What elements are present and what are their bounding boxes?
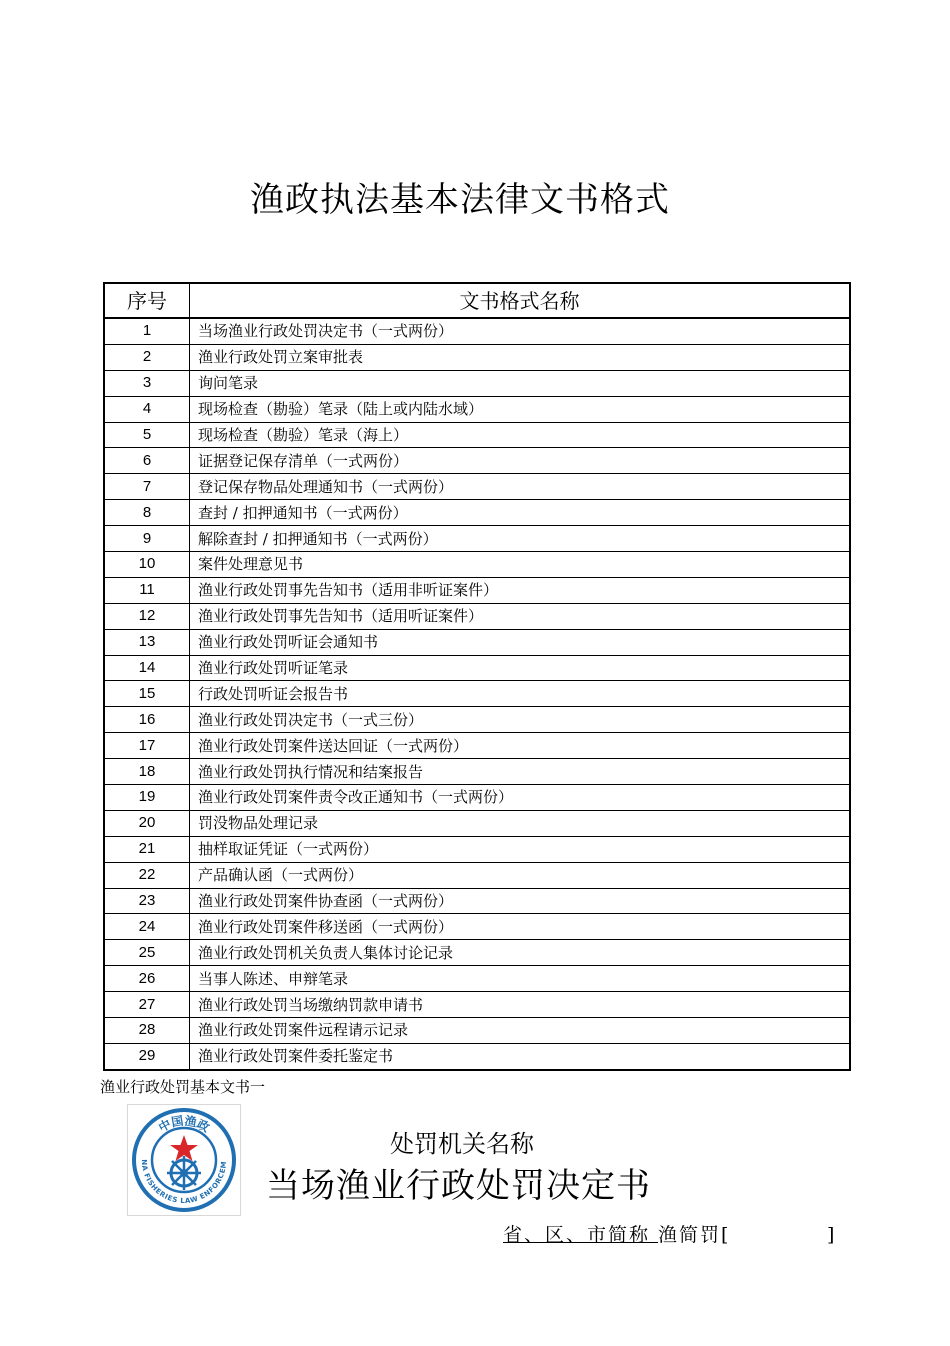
section-label: 渔业行政处罚基本文书一 [100, 1078, 266, 1096]
row-number: 12 [104, 603, 190, 629]
document-number-line [503, 1220, 836, 1247]
table-row [104, 655, 850, 681]
table-row [104, 862, 850, 888]
agency-name: 处罚机关名称 [390, 1130, 534, 1158]
row-document-name: 产品确认函（一式两份） [190, 862, 851, 888]
row-document-name: 当场渔业行政处罚决定书（一式两份） [190, 318, 851, 344]
row-number: 22 [104, 862, 190, 888]
row-document-name: 解除查封 / 扣押通知书（一式两份） [190, 526, 851, 552]
row-document-name: 渔业行政处罚机关负责人集体讨论记录 [190, 940, 851, 966]
table-row [104, 888, 850, 914]
row-document-name: 案件处理意见书 [190, 552, 851, 578]
row-number: 6 [104, 448, 190, 474]
row-document-name: 渔业行政处罚听证笔录 [190, 655, 851, 681]
table-row [104, 810, 850, 836]
row-document-name: 当事人陈述、申辩笔录 [190, 966, 851, 992]
row-number: 15 [104, 681, 190, 707]
row-number: 23 [104, 888, 190, 914]
table-row [104, 992, 850, 1018]
row-document-name: 渔业行政处罚案件送达回证（一式两份） [190, 733, 851, 759]
row-document-name: 现场检查（勘验）笔录（陆上或内陆水域） [190, 396, 851, 422]
row-document-name: 渔业行政处罚听证会通知书 [190, 629, 851, 655]
row-document-name: 登记保存物品处理通知书（一式两份） [190, 474, 851, 500]
page-title: 渔政执法基本法律文书格式 [250, 180, 670, 220]
row-document-name: 行政处罚听证会报告书 [190, 681, 851, 707]
row-number: 19 [104, 785, 190, 811]
row-document-name: 渔业行政处罚案件移送函（一式两份） [190, 914, 851, 940]
table-row [104, 474, 850, 500]
header-num: 序号 [104, 283, 190, 318]
row-document-name: 渔业行政处罚事先告知书（适用非听证案件） [190, 577, 851, 603]
table-row [104, 966, 850, 992]
row-number: 17 [104, 733, 190, 759]
decision-title: 当场渔业行政处罚决定书 [266, 1166, 651, 1206]
table-row [104, 1043, 850, 1069]
table-row [104, 552, 850, 578]
row-number: 1 [104, 318, 190, 344]
row-document-name: 渔业行政处罚案件责令改正通知书（一式两份） [190, 785, 851, 811]
row-document-name: 渔业行政处罚立案审批表 [190, 344, 851, 370]
table-row [104, 577, 850, 603]
row-document-name: 询问笔录 [190, 370, 851, 396]
row-number: 10 [104, 552, 190, 578]
table-row [104, 785, 850, 811]
row-number: 27 [104, 992, 190, 1018]
row-number: 28 [104, 1018, 190, 1044]
table-row [104, 370, 850, 396]
row-number: 3 [104, 370, 190, 396]
table-row [104, 707, 850, 733]
table-row [104, 500, 850, 526]
row-number: 21 [104, 836, 190, 862]
row-number: 25 [104, 940, 190, 966]
row-number: 11 [104, 577, 190, 603]
table-row [104, 344, 850, 370]
table-row [104, 422, 850, 448]
table-row [104, 914, 850, 940]
emblem-icon [128, 1105, 240, 1215]
table-row [104, 448, 850, 474]
doc-number-close: ] [826, 1224, 837, 1246]
row-number: 4 [104, 396, 190, 422]
row-number: 2 [104, 344, 190, 370]
row-number: 16 [104, 707, 190, 733]
row-document-name: 查封 / 扣押通知书（一式两份） [190, 500, 851, 526]
row-number: 8 [104, 500, 190, 526]
row-number: 5 [104, 422, 190, 448]
header-name: 文书格式名称 [190, 283, 851, 318]
row-number: 13 [104, 629, 190, 655]
row-number: 9 [104, 526, 190, 552]
document-format-table [103, 282, 851, 1071]
row-number: 20 [104, 810, 190, 836]
row-number: 14 [104, 655, 190, 681]
row-document-name: 渔业行政处罚事先告知书（适用听证案件） [190, 603, 851, 629]
table-row [104, 940, 850, 966]
fisheries-emblem [127, 1104, 241, 1216]
table-row [104, 1018, 850, 1044]
row-document-name: 现场检查（勘验）笔录（海上） [190, 422, 851, 448]
table-row [104, 603, 850, 629]
table-row [104, 681, 850, 707]
table-row [104, 526, 850, 552]
table-row [104, 318, 850, 344]
row-document-name: 渔业行政处罚当场缴纳罚款申请书 [190, 992, 851, 1018]
row-number: 18 [104, 759, 190, 785]
row-document-name: 渔业行政处罚决定书（一式三份） [190, 707, 851, 733]
row-document-name: 渔业行政处罚案件委托鉴定书 [190, 1043, 851, 1069]
table-row [104, 629, 850, 655]
row-document-name: 渔业行政处罚案件远程请示记录 [190, 1018, 851, 1044]
table-row [104, 733, 850, 759]
table-row [104, 396, 850, 422]
row-number: 7 [104, 474, 190, 500]
row-document-name: 罚没物品处理记录 [190, 810, 851, 836]
row-document-name: 抽样取证凭证（一式两份） [190, 836, 851, 862]
row-number: 26 [104, 966, 190, 992]
row-document-name: 渔业行政处罚执行情况和结案报告 [190, 759, 851, 785]
table-row [104, 836, 850, 862]
row-number: 24 [104, 914, 190, 940]
row-document-name: 证据登记保存清单（一式两份） [190, 448, 851, 474]
svg-text:中国渔政: 中国渔政 [156, 1113, 212, 1135]
row-number: 29 [104, 1043, 190, 1069]
region-abbreviation-field: 省、区、市简称 [503, 1224, 659, 1246]
svg-text:CHINA FISHERIES LAW ENFORCEMEN: NA FISHERIES LAW ENFORCEM [139, 1159, 229, 1206]
table-row [104, 759, 850, 785]
row-document-name: 渔业行政处罚案件协查函（一式两份） [190, 888, 851, 914]
table-header-row [104, 283, 850, 318]
doc-number-prefix: 渔简罚[ [658, 1224, 731, 1246]
